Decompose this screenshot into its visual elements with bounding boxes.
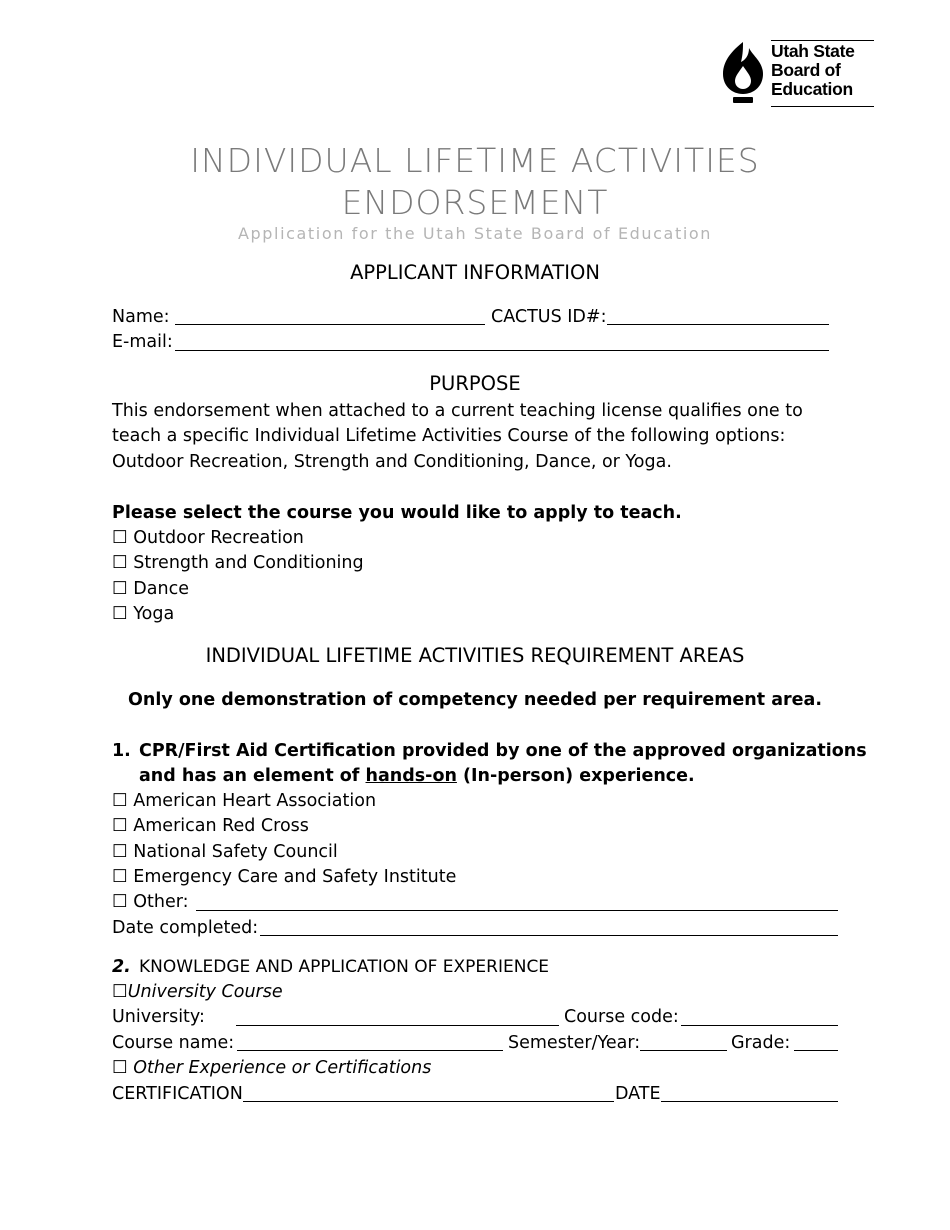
course-select-prompt: Please select the course you would like to apply to teach. bbox=[112, 503, 682, 523]
checkbox-icon[interactable]: ☐ bbox=[112, 1058, 128, 1078]
course-option-strength[interactable] bbox=[112, 552, 364, 574]
checkbox-icon[interactable]: ☐ bbox=[112, 982, 128, 1002]
cpr-other-label: Other: bbox=[133, 892, 189, 912]
requirements-heading: INDIVIDUAL LIFETIME ACTIVITIES REQUIREMENT AREAS bbox=[205, 644, 745, 667]
purpose-heading: PURPOSE bbox=[429, 372, 521, 395]
checkbox-icon[interactable]: ☐ bbox=[112, 604, 128, 624]
email-label: E-mail: bbox=[112, 332, 173, 352]
cpr-date-field[interactable] bbox=[260, 935, 838, 936]
requirement-2-title: KNOWLEDGE AND APPLICATION OF EXPERIENCE bbox=[139, 957, 550, 977]
cpr-option-nsc[interactable] bbox=[112, 841, 338, 863]
checkbox-icon[interactable]: ☐ bbox=[112, 892, 128, 912]
course-option-dance[interactable] bbox=[112, 578, 189, 600]
checkbox-icon[interactable]: ☐ bbox=[112, 842, 128, 862]
grade-field[interactable] bbox=[794, 1050, 838, 1051]
cpr-option-red-cross[interactable] bbox=[112, 815, 309, 837]
course-code-label: Course code: bbox=[564, 1007, 679, 1027]
university-course-label: University Course bbox=[127, 982, 283, 1002]
requirement-1-line-1: CPR/First Aid Certification provided by one of the approved organizations bbox=[139, 741, 867, 761]
course-option-yoga[interactable] bbox=[112, 603, 174, 625]
cactus-id-label: CACTUS ID#: bbox=[491, 307, 607, 327]
page-subtitle: Application for the Utah State Board of Education bbox=[237, 224, 713, 243]
cpr-option-label: National Safety Council bbox=[133, 842, 338, 862]
course-option-label: Yoga bbox=[133, 604, 175, 624]
hands-on-emphasis: hands-on bbox=[365, 766, 457, 786]
checkbox-icon[interactable]: ☐ bbox=[112, 816, 128, 836]
page-title-line-2: ENDORSEMENT bbox=[341, 183, 609, 222]
requirement-1-number: 1. bbox=[112, 741, 131, 761]
logo-line-2: Board of bbox=[771, 60, 841, 80]
cpr-option-label: Emergency Care and Safety Institute bbox=[133, 867, 457, 887]
cpr-option-ecsi[interactable] bbox=[112, 866, 456, 888]
university-field[interactable] bbox=[236, 1025, 559, 1026]
flame-logo-icon bbox=[719, 40, 767, 106]
other-experience-option[interactable] bbox=[112, 1057, 431, 1079]
checkbox-icon[interactable]: ☐ bbox=[112, 867, 128, 887]
cpr-option-other[interactable] bbox=[112, 891, 189, 913]
checkbox-icon[interactable]: ☐ bbox=[112, 528, 128, 548]
name-label: Name: bbox=[112, 307, 170, 327]
applicant-heading: APPLICANT INFORMATION bbox=[350, 261, 600, 284]
name-field[interactable] bbox=[175, 324, 485, 325]
cactus-id-field[interactable] bbox=[607, 324, 829, 325]
cpr-option-label: American Red Cross bbox=[133, 816, 309, 836]
university-course-option[interactable] bbox=[112, 981, 283, 1003]
course-option-label: Outdoor Recreation bbox=[133, 528, 304, 548]
purpose-text-line-1: This endorsement when attached to a current teaching license qualifies one to bbox=[112, 401, 803, 421]
grade-label: Grade: bbox=[731, 1033, 791, 1053]
cpr-option-label: American Heart Association bbox=[133, 791, 377, 811]
course-option-label: Strength and Conditioning bbox=[133, 553, 364, 573]
certification-date-label: DATE bbox=[615, 1084, 661, 1104]
course-name-label: Course name: bbox=[112, 1033, 235, 1053]
requirement-1-line-2 bbox=[139, 765, 695, 787]
cpr-other-field[interactable] bbox=[196, 910, 838, 911]
page-title-line-1: INDIVIDUAL LIFETIME ACTIVITIES bbox=[190, 141, 760, 180]
course-code-field[interactable] bbox=[681, 1025, 838, 1026]
university-label: University: bbox=[112, 1007, 205, 1027]
purpose-text-line-2: teach a specific Individual Lifetime Activities Course of the following options: bbox=[112, 426, 786, 446]
cpr-option-aha[interactable] bbox=[112, 790, 376, 812]
checkbox-icon[interactable]: ☐ bbox=[112, 579, 128, 599]
checkbox-icon[interactable]: ☐ bbox=[112, 553, 128, 573]
logo-line-3: Education bbox=[771, 79, 853, 99]
purpose-text-line-3: Outdoor Recreation, Strength and Conditioning, Dance, or Yoga. bbox=[112, 452, 672, 472]
email-field[interactable] bbox=[175, 350, 829, 351]
requirement-1-line-2-post: (In-person) experience. bbox=[456, 766, 695, 786]
checkbox-icon[interactable]: ☐ bbox=[112, 791, 128, 811]
logo-line-1: Utah State bbox=[771, 41, 855, 61]
requirement-1-line-2-pre: and has an element of bbox=[139, 766, 366, 786]
certification-field[interactable] bbox=[243, 1101, 614, 1102]
requirements-note: Only one demonstration of competency needed per requirement area. bbox=[128, 690, 822, 710]
semester-year-field[interactable] bbox=[640, 1050, 727, 1051]
course-option-outdoor-recreation[interactable] bbox=[112, 527, 304, 549]
semester-year-label: Semester/Year: bbox=[508, 1033, 641, 1053]
certification-label: CERTIFICATION bbox=[112, 1084, 243, 1104]
certification-date-field[interactable] bbox=[661, 1101, 838, 1102]
course-option-label: Dance bbox=[133, 579, 189, 599]
cpr-date-label: Date completed: bbox=[112, 918, 259, 938]
other-experience-label: Other Experience or Certifications bbox=[133, 1058, 432, 1078]
course-name-field[interactable] bbox=[237, 1050, 503, 1051]
requirement-2-number: 2. bbox=[112, 957, 131, 977]
